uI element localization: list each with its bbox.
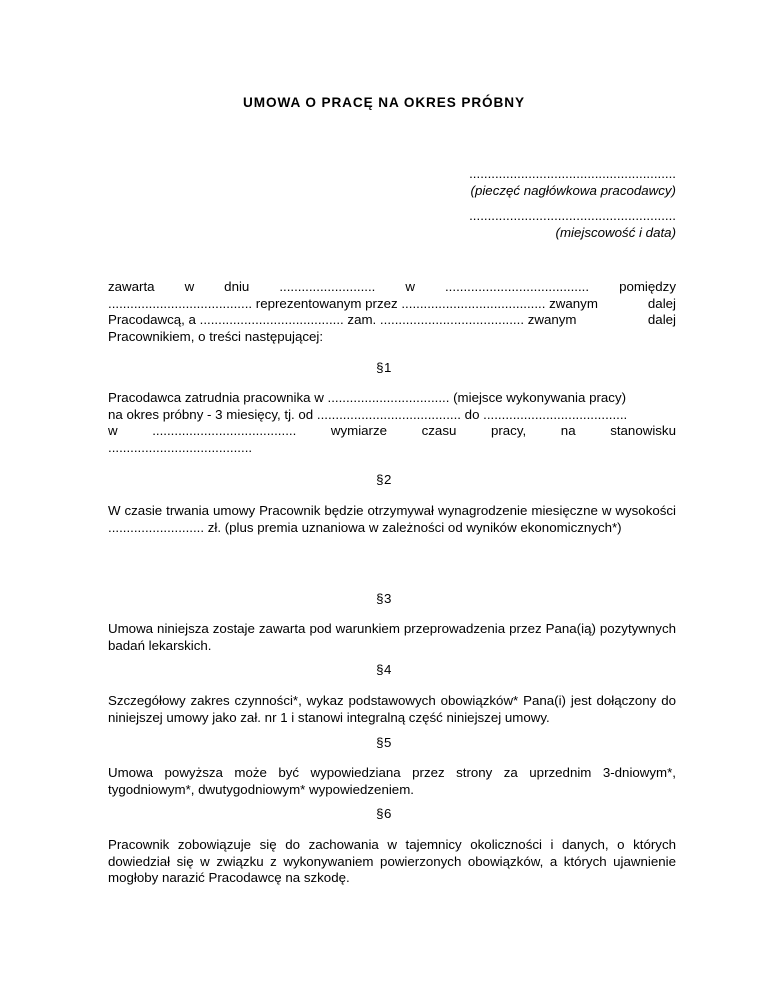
intro-paragraph: [108, 279, 676, 345]
s1-word: pracy,: [490, 423, 527, 439]
section-5-text: Umowa powyższa może być wypowiedziana przez strony za uprzednim 3-dniowym*, tygodniowym*, dwutygodniowym* wypowiedzeniem.: [108, 765, 676, 797]
section-5-heading: §5: [376, 735, 392, 750]
section-6-heading: §6: [376, 806, 392, 821]
intro-line-2: [108, 296, 676, 313]
intro-word: w: [184, 279, 195, 294]
intro-word: dniu: [224, 279, 250, 294]
section-1-heading: §1: [376, 360, 392, 375]
section-6-text: Pracownik zobowiązuje się do zachowania w tajemnicy okoliczności i danych, o których dowiedział się w związku z wykonywaniem powierzonych obowiązków, a których ujawnienie mogłoby narazić Pracodawcę na szkodę.: [108, 837, 676, 886]
intro-segment: dalej: [647, 295, 676, 311]
s1-word: .......................................: [152, 423, 297, 439]
section-1-text: [108, 390, 676, 456]
s1-word: czasu: [421, 423, 457, 439]
s1-line-1: Pracodawca zatrudnia pracownika w ................................. (miejsce wykonywania pracy): [108, 390, 627, 405]
document-title: UMOWA O PRACĘ NA OKRES PRÓBNY: [243, 95, 525, 110]
intro-line-4: Pracownikiem, o treści następującej:: [108, 328, 324, 344]
intro-word: zawarta: [108, 279, 155, 294]
intro-word: ..........................: [279, 279, 376, 294]
s1-line-3: [108, 423, 676, 440]
section-2-text: W czasie trwania umowy Pracownik będzie otrzymywał wynagrodzenie miesięczne w wysokości .......................... zł. (plus premia uznaniowa w zależności od wyników ekonomicznych*): [108, 503, 676, 535]
intro-word: pomiędzy: [619, 279, 676, 294]
place-date-label: (miejscowość i data): [555, 225, 676, 240]
s1-line-4: .......................................: [108, 439, 253, 455]
section-3-heading: §3: [376, 591, 392, 606]
intro-word: w: [405, 279, 415, 294]
intro-line-3: [108, 312, 676, 329]
intro-line-1: [108, 279, 676, 296]
s1-word: stanowisku: [610, 423, 676, 439]
intro-segment: ....................................... reprezentowanym przez ....................................... zwanym: [108, 295, 598, 311]
s1-word: w: [108, 423, 118, 439]
section-3-text: Umowa niniejsza zostaje zawarta pod warunkiem przeprowadzenia przez Pana(ią) pozytywnych badań lekarskich.: [108, 621, 676, 653]
s1-word: na: [560, 423, 576, 439]
employer-stamp-field: [376, 165, 676, 199]
s1-word: wymiarze: [330, 423, 388, 439]
stamp-label: (pieczęć nagłówkowa pracodawcy): [470, 183, 676, 198]
place-dots: ........................................................: [469, 208, 676, 223]
place-date-field: [376, 207, 676, 241]
stamp-dots: ........................................................: [469, 166, 676, 181]
section-4-heading: §4: [376, 662, 392, 677]
intro-segment: dalej: [647, 312, 676, 328]
section-2-heading: §2: [376, 472, 392, 487]
intro-word: .......................................: [444, 279, 590, 294]
s1-line-2: na okres próbny - 3 miesięcy, tj. od ....................................... do .......................................: [108, 406, 628, 422]
intro-segment: Pracodawcą, a ....................................... zam. ....................................... zwanym: [108, 312, 577, 328]
section-4-text: Szczegółowy zakres czynności*, wykaz podstawowych obowiązków* Pana(i) jest dołączony do niniejszej umowy jako zał. nr 1 i stanowi integralną część niniejszej umowy.: [108, 693, 676, 725]
